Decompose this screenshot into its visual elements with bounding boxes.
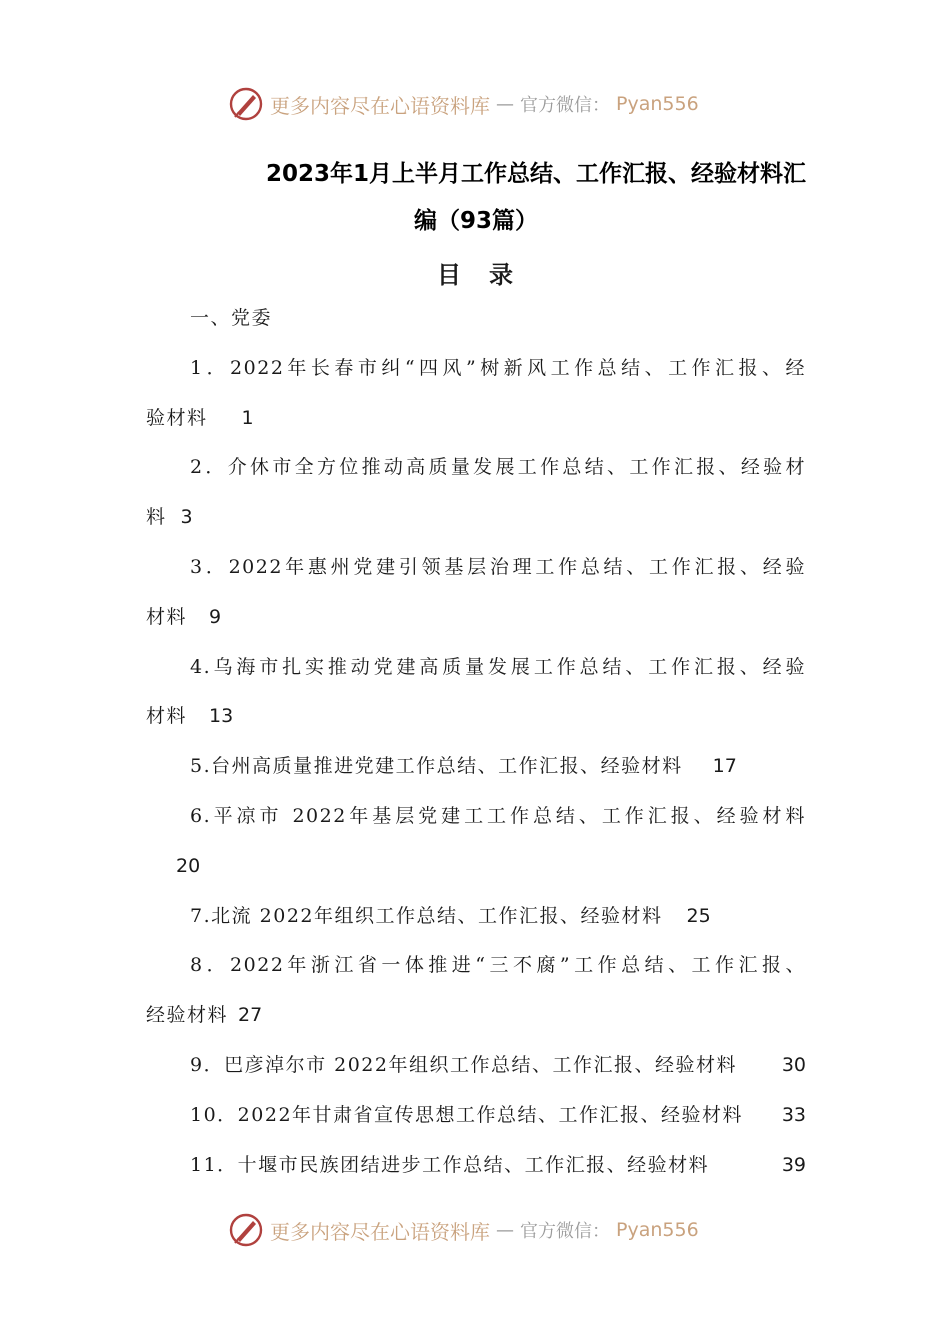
toc-section-title: 一、党委	[190, 307, 273, 329]
pen-logo-icon	[228, 86, 264, 122]
toc-entry-3-line1[interactable]: 3．2022年惠州党建引领基层治理工作总结、工作汇报、经验	[190, 555, 806, 578]
toc-page-number: 33	[781, 1103, 806, 1126]
table-of-contents	[146, 294, 806, 1190]
watermark-wechat-id: Pyan556	[616, 93, 699, 115]
watermark-dash: —	[496, 1219, 514, 1241]
watermark-wechat-label: 官方微信：	[520, 1221, 610, 1242]
toc-entry-1-line1[interactable]: 1．2022年长春市纠“四风”树新风工作总结、工作汇报、经	[190, 356, 806, 379]
watermark-top	[228, 84, 699, 124]
pen-logo-icon	[228, 1212, 264, 1248]
toc-entry-10[interactable]: 10．2022年甘肃省宣传思想工作总结、工作汇报、经验材料 33	[146, 1091, 806, 1141]
toc-page-number: 1	[241, 406, 254, 429]
watermark-wechat-id: Pyan556	[616, 1219, 699, 1241]
toc-entry-4-line2[interactable]: 材料 13	[146, 705, 234, 728]
watermark-main-text: 更多内容尽在心语资料库	[270, 93, 490, 118]
toc-entry-5[interactable]: 5.台州高质量推进党建工作总结、工作汇报、经验材料 17	[190, 755, 737, 778]
watermark-wechat-label: 官方微信：	[520, 95, 610, 116]
toc-page-number: 20	[176, 854, 201, 877]
watermark-bottom	[228, 1210, 699, 1250]
toc-page-number: 30	[781, 1053, 806, 1076]
toc-page-number: 17	[712, 755, 737, 778]
watermark-main-text: 更多内容尽在心语资料库	[270, 1219, 490, 1244]
toc-page-number: 3	[180, 506, 193, 529]
document-title-line1: 2023年1月上半月工作总结、工作汇报、经验材料汇	[265, 161, 806, 187]
toc-page-number: 39	[781, 1153, 806, 1176]
toc-entry-8-line1[interactable]: 8．2022年浙江省一体推进“三不腐”工作总结、工作汇报、	[190, 954, 806, 977]
toc-entry-8-line2[interactable]: 经验材料 27	[146, 1004, 263, 1027]
toc-heading: 目录	[437, 261, 541, 289]
toc-page-number: 27	[238, 1004, 263, 1027]
toc-entry-2-line1[interactable]: 2．介休市全方位推动高质量发展工作总结、工作汇报、经验材	[190, 456, 806, 479]
toc-entry-1-line2[interactable]: 验材料 1	[146, 406, 254, 429]
toc-page-number: 9	[209, 605, 222, 628]
toc-entry-11[interactable]: 11．十堰市民族团结进步工作总结、工作汇报、经验材料 39	[146, 1141, 806, 1191]
toc-entry-7[interactable]: 7.北流 2022年组织工作总结、工作汇报、经验材料 25	[190, 904, 711, 927]
toc-entry-6-line2[interactable]	[146, 842, 806, 892]
toc-page-number: 13	[209, 705, 234, 728]
document-title-line2: 编（93篇）	[413, 208, 538, 234]
toc-entry-6-line1[interactable]: 6.平凉市 2022年基层党建工工作总结、工作汇报、经验材料	[190, 804, 806, 827]
toc-entry-3-line2[interactable]: 材料 9	[146, 605, 222, 628]
toc-entry-9[interactable]: 9．巴彦淖尔市 2022年组织工作总结、工作汇报、经验材料 30	[146, 1041, 806, 1091]
watermark-dash: —	[496, 93, 514, 115]
toc-entry-2-line2[interactable]: 料 3	[146, 506, 193, 529]
toc-entry-4-line1[interactable]: 4.乌海市扎实推动党建高质量发展工作总结、工作汇报、经验	[190, 655, 806, 678]
toc-page-number: 25	[686, 904, 711, 927]
